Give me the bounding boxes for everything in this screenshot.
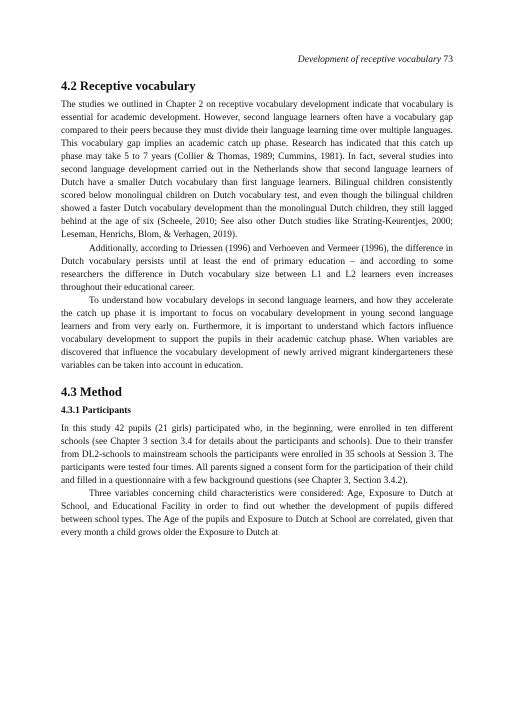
section-heading-4-3: 4.3 Method — [61, 384, 122, 399]
paragraph: The studies we outlined in Chapter 2 on receptive vocabulary development indicate that vocabulary is essential for academic development. However, second language learners often have a vocabulary gap compared to their peers because they must divide their language learning time over multiple languages. This vocabulary gap implies an academic catch up phase. Research has indicated that this catch up phase may take 5 to 7 years (Collier & Thomas, 1989; Cummins, 1981). In fact, several studies into second language development carried out in the Netherlands show that second language learners of Dutch have a smaller Dutch vocabulary than first language learners. Bilingual children consistently scored below monolingual children on Dutch vocabulary test, and even though the bilingual children showed a faster Dutch vocabulary development than the monolingual Dutch children, they still lagged behind at the age of six (Scheele, 2010; See also other Dutch studies like Strating-Keurentjes, 2000; Leseman, Henrichs, Blom, & Verhagen, 2019). — [61, 100, 453, 241]
paragraph: In this study 42 pupils (21 girls) participated who, in the beginning, were enrolled in ten different schools (see Chapter 3 section 3.4 for details about the participants and schools). Due to their transfer from DL2-schools to mainstream schools the participants were enrolled in 35 schools at Session 3. The participants were tested four times. All parents signed a consent form for the participation of their child and filled in a questionnaire with a few background questions (see Chapter 3, Section 3.4.2). — [61, 423, 453, 487]
subsection-heading-4-3-1: 4.3.1 Participants — [61, 405, 132, 416]
running-header — [61, 54, 453, 66]
page-number: 73 — [443, 54, 453, 65]
running-header-title: Development of receptive vocabulary — [297, 54, 441, 65]
paragraph: Three variables concerning child characteristics were considered: Age, Exposure to Dutch at School, and Educational Facility in order to find out whether the development of pupils differed between school types. The Age of the pupils and Exposure to Dutch at School are correlated, given that every month a child grows older the Exposure to Dutch at — [61, 489, 453, 539]
document-page — [61, 54, 453, 540]
paragraph: Additionally, according to Driessen (1996) and Verhoeven and Vermeer (1996), the difference in Dutch vocabulary persists until at least the end of primary education – and according to some researchers the difference in Dutch vocabulary size between L1 and L2 learners even increases throughout their educational career. — [61, 243, 453, 293]
paragraph: To understand how vocabulary develops in second language learners, and how they accelerate the catch up phase it is important to focus on vocabulary development in young second language learners and from very early on. Furthermore, it is important to understand which factors influence vocabulary development to support the pupils in their academic catchup phase. When variables are discovered that influence the vocabulary development of newly arrived migrant kindergarteners these variables can be taken into account in education. — [61, 295, 453, 371]
section-heading-4-2: 4.2 Receptive vocabulary — [61, 79, 196, 93]
